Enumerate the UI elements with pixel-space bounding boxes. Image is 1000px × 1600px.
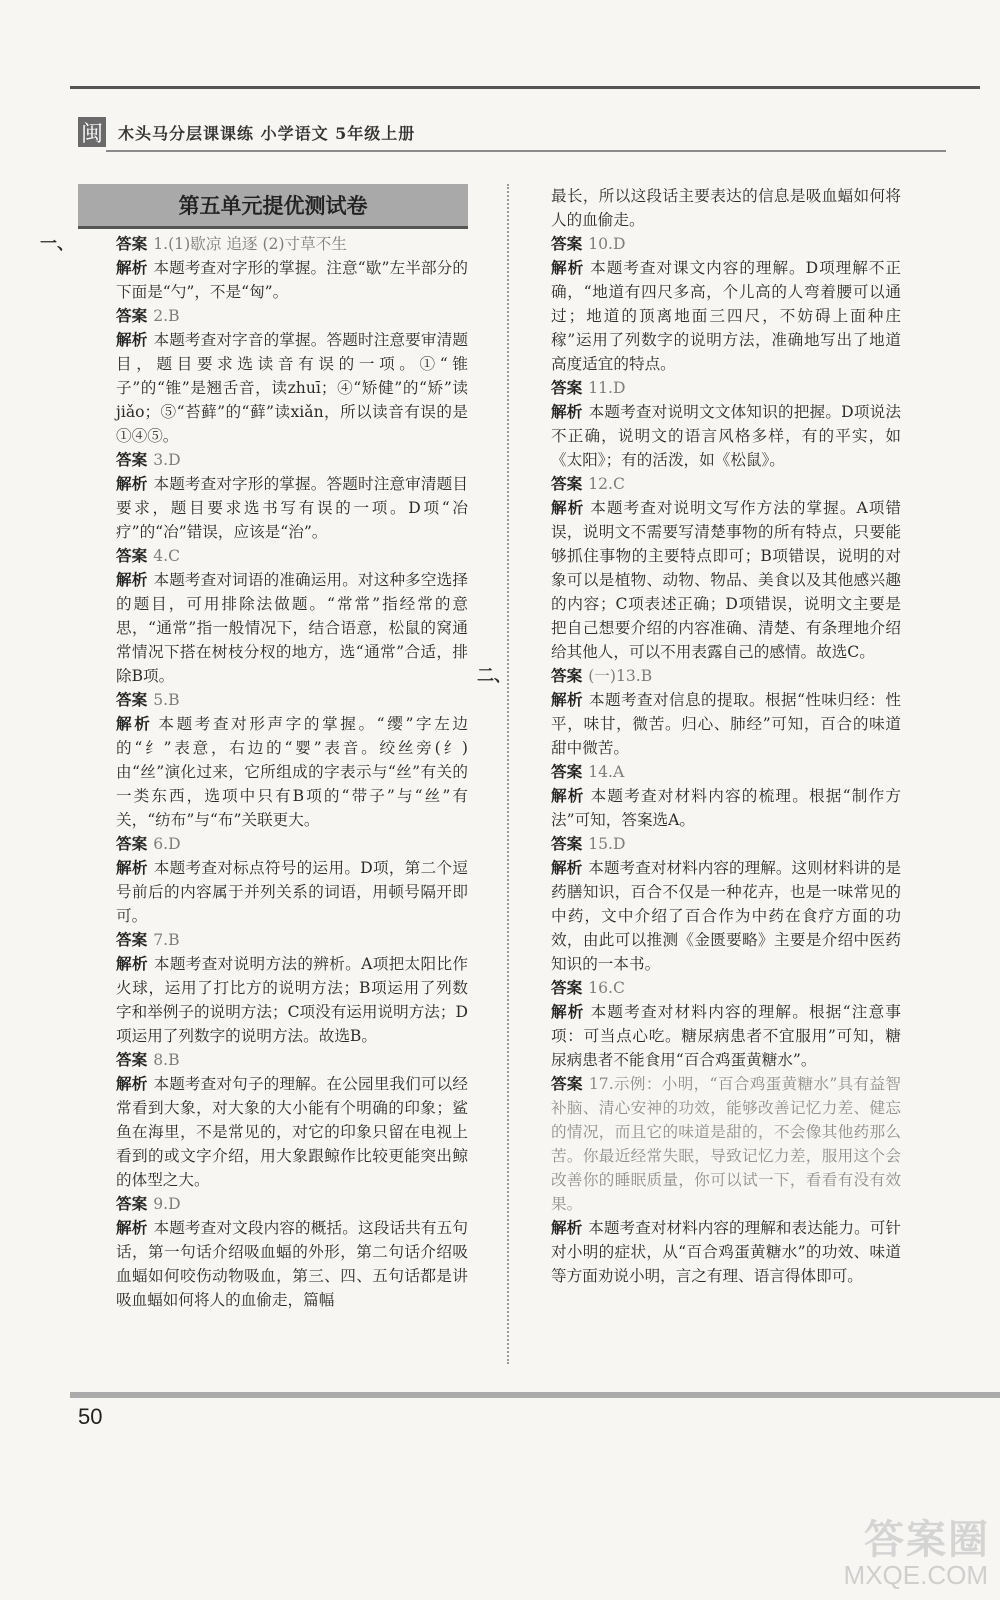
answer-text: 1.(1)歇凉 追逐 (2)寸草不生 [153, 235, 347, 253]
analysis-label: 解析 [551, 1003, 585, 1021]
analysis-label: 解析 [116, 571, 148, 589]
answer-label: 答案 [551, 379, 583, 397]
page-number: 50 [78, 1404, 103, 1429]
analysis-text: 本题考查对材料内容的理解和表达能力。可针对小明的症状，从“百合鸡蛋黄糖水”的功效、味道等方面劝说小明，言之有理、语言得体即可。 [551, 1219, 901, 1285]
analysis-paragraph [515, 184, 901, 232]
analysis-paragraph [78, 712, 468, 832]
answer-label: 答案 [116, 547, 148, 565]
analysis-text: 本题考查对课文内容的理解。D项理解不正确，“地道有四尺多高，个儿高的人弯着腰可以通过；地道的顶离地面三四尺，不妨碍上面种庄稼”运用了列数字的说明方法，准确地写出了地道高度适宜的特点。 [551, 259, 901, 373]
answer-label: 答案 [116, 1051, 148, 1069]
analysis-label: 解析 [551, 499, 585, 517]
book-title: 木头马分层课课练 小学语文 5年级上册 [118, 123, 416, 143]
publisher-logo: 闽 [78, 117, 106, 147]
answer-line [78, 1048, 468, 1072]
answer-label: 答案 [551, 235, 583, 253]
answer-line [78, 304, 468, 328]
analysis-paragraph [78, 256, 468, 304]
analysis-text: 最长，所以这段话主要表达的信息是吸血蝠如何将人的血偷走。 [551, 187, 901, 229]
analysis-text: 本题考查对材料内容的理解。这则材料讲的是药膳知识，百合不仅是一种花卉，也是一味常见的中药，文中介绍了百合作为中药在食疗方面的功效，由此可以推测《金匮要略》主要是介绍中医药知识的一本书。 [551, 859, 901, 973]
answer-label: 答案 [551, 475, 583, 493]
answer-text: (一)13.B [588, 667, 653, 685]
answer-text: 16.C [588, 979, 625, 997]
analysis-paragraph [78, 856, 468, 928]
analysis-label: 解析 [551, 787, 585, 805]
analysis-label: 解析 [116, 859, 148, 877]
answer-line [515, 232, 901, 256]
analysis-label: 解析 [116, 1075, 148, 1093]
right-column [477, 184, 901, 1288]
analysis-label: 解析 [116, 1219, 148, 1237]
answer-line [515, 376, 901, 400]
analysis-text: 本题考查对说明文文体知识的把握。D项说法不正确，说明文的语言风格多样，有的平实，如《太阳》；有的活泼，如《松鼠》。 [551, 403, 901, 469]
analysis-paragraph [78, 1216, 468, 1312]
analysis-paragraph [78, 1072, 468, 1192]
analysis-paragraph [78, 952, 468, 1048]
analysis-text: 本题考查对句子的理解。在公园里我们可以经常看到大象，对大象的大小能有个明确的印象；鲨鱼在海里，不是常见的，对它的印象只留在电视上看到的或文字介绍，用大象跟鲸作比较更能突出鲸的体型之大。 [116, 1075, 468, 1189]
answer-line [515, 976, 901, 1000]
section-marker: 一、 [40, 234, 74, 254]
answer-text: 9.D [153, 1195, 181, 1213]
analysis-text: 本题考查对标点符号的运用。D项，第二个逗号前后的内容属于并列关系的词语，用顿号隔开即可。 [116, 859, 468, 925]
answer-label: 答案 [116, 691, 148, 709]
bottom-rule [70, 1392, 1000, 1398]
top-rule [70, 86, 980, 89]
answer-line [78, 928, 468, 952]
answer-label: 答案 [116, 1195, 148, 1213]
watermark-url: MXQE.COM [843, 1560, 988, 1590]
analysis-text: 本题考查对字音的掌握。答题时注意要审清题目，题目要求选读音有误的一项。①“锥子”的“锥”是翘舌音，读zhuī；④“矫健”的“矫”读jiǎo；⑤“苔藓”的“藓”读xiǎn，所以读音有误的是①④⑤。 [116, 331, 468, 445]
answer-text: 3.D [153, 451, 181, 469]
analysis-text: 本题考查对说明文写作方法的掌握。A项错误，说明文不需要写清楚事物的所有特点，只要能够抓住事物的主要特点即可；B项错误，说明的对象可以是植物、动物、物品、美食以及其他感兴趣的内容；C项表述正确；D项错误，说明文主要是把自己想要介绍的内容准确、清楚、有条理地介绍给其他人，可以不用表露自己的感情。故选C。 [551, 499, 901, 661]
header-rule [106, 150, 946, 152]
answer-line [78, 1192, 468, 1216]
section-title-box [78, 184, 468, 229]
answer-text: 6.D [153, 835, 181, 853]
answer-text: 12.C [588, 475, 625, 493]
analysis-paragraph [515, 400, 901, 472]
analysis-paragraph [515, 1000, 901, 1072]
analysis-paragraph [515, 784, 901, 832]
answer-label: 答案 [551, 763, 583, 781]
answer-text: 2.B [153, 307, 180, 325]
answer-label: 答案 [551, 979, 583, 997]
analysis-paragraph [515, 688, 901, 760]
left-column [40, 232, 468, 1312]
analysis-paragraph [78, 472, 468, 544]
analysis-text: 本题考查对形声字的掌握。“缨”字左边的“纟”表意，右边的“婴”表音。绞丝旁(纟)由“丝”演化过来，它所组成的字表示与“丝”有关的一类东西，选项中只有B项的“带子”与“丝”有关，“纺布”与“布”关联更大。 [116, 715, 468, 829]
analysis-label: 解析 [116, 475, 148, 493]
answer-text: 17.示例：小明，“百合鸡蛋黄糖水”具有益智补脑、清心安神的功效，能够改善记忆力差、健忘的情况，而且它的味道是甜的，不会像其他药那么苦。你最近经常失眠，导致记忆力差，服用这个会改善你的睡眠质量，你可以试一下，看看有没有效果。 [551, 1075, 901, 1213]
analysis-label: 解析 [551, 691, 584, 709]
answer-text: 7.B [153, 931, 180, 949]
answer-line [515, 472, 901, 496]
answer-line [78, 688, 468, 712]
analysis-text: 本题考查对材料内容的梳理。根据“制作方法”可知，答案选A。 [551, 787, 901, 829]
column-divider [507, 184, 509, 1364]
analysis-label: 解析 [551, 1219, 583, 1237]
answer-text: 11.D [588, 379, 626, 397]
answer-text: 8.B [153, 1051, 180, 1069]
analysis-paragraph [78, 568, 468, 688]
analysis-paragraph [515, 856, 901, 976]
answer-line [40, 232, 468, 256]
analysis-text: 本题考查对信息的提取。根据“性味归经：性平，味甘，微苦。归心、肺经”可知，百合的味道甜中微苦。 [551, 691, 901, 757]
answer-line [78, 448, 468, 472]
analysis-text: 本题考查对材料内容的理解。根据“注意事项：可当点心吃。糖尿病患者不宜服用”可知，糖尿病患者不能食用“百合鸡蛋黄糖水”。 [551, 1003, 901, 1069]
analysis-label: 解析 [116, 259, 148, 277]
analysis-paragraph [78, 328, 468, 448]
watermark-logo: 答案圈 [864, 1516, 990, 1563]
answer-label: 答案 [551, 667, 583, 685]
analysis-label: 解析 [116, 955, 148, 973]
answer-label: 答案 [551, 835, 583, 853]
answer-label: 答案 [551, 1075, 583, 1093]
answer-label: 答案 [116, 235, 148, 253]
answer-text: 14.A [588, 763, 625, 781]
answer-text: 15.D [588, 835, 626, 853]
analysis-text: 本题考查对词语的准确运用。对这种多空选择的题目，可用排除法做题。“常常”指经常的意思，“通常”指一般情况下，结合语意，松鼠的窝通常情况下搭在树枝分杈的地方，选“通常”合适，排除B项。 [116, 571, 468, 685]
answer-line [515, 760, 901, 784]
analysis-label: 解析 [551, 259, 585, 277]
answer-line [515, 1072, 901, 1216]
analysis-paragraph [515, 256, 901, 376]
analysis-text: 本题考查对字形的掌握。注意“歇”左半部分的下面是“勺”，不是“匈”。 [116, 259, 468, 301]
answer-label: 答案 [116, 451, 148, 469]
answer-line [515, 832, 901, 856]
analysis-text: 本题考查对文段内容的概括。这段话共有五句话，第一句话介绍吸血蝠的外形，第二句话介绍吸血蝠如何咬伤动物吸血，第三、四、五句话都是讲吸血蝠如何将人的血偷走，篇幅 [116, 1219, 468, 1309]
answer-line [78, 544, 468, 568]
analysis-paragraph [515, 496, 901, 664]
section-title: 第五单元提优测试卷 [178, 194, 368, 218]
page-header [78, 112, 415, 152]
answer-line [477, 664, 901, 688]
answer-label: 答案 [116, 835, 148, 853]
answer-label: 答案 [116, 307, 148, 325]
analysis-text: 本题考查对说明方法的辨析。A项把太阳比作火球，运用了打比方的说明方法；B项运用了列数字和举例子的说明方法；C项没有运用说明方法；D项运用了列数字的说明方法。故选B。 [116, 955, 468, 1045]
analysis-label: 解析 [551, 403, 583, 421]
answer-text: 10.D [588, 235, 626, 253]
answer-text: 4.C [153, 547, 181, 565]
answer-label: 答案 [116, 931, 148, 949]
analysis-text: 本题考查对字形的掌握。答题时注意审清题目要求，题目要求选书写有误的一项。D项“冶疗”的“冶”错误，应该是“治”。 [116, 475, 468, 541]
analysis-paragraph [515, 1216, 901, 1288]
section-marker: 二、 [477, 666, 511, 686]
answer-line [78, 832, 468, 856]
analysis-label: 解析 [116, 331, 148, 349]
answer-text: 5.B [153, 691, 180, 709]
analysis-label: 解析 [551, 859, 583, 877]
analysis-label: 解析 [116, 715, 153, 733]
